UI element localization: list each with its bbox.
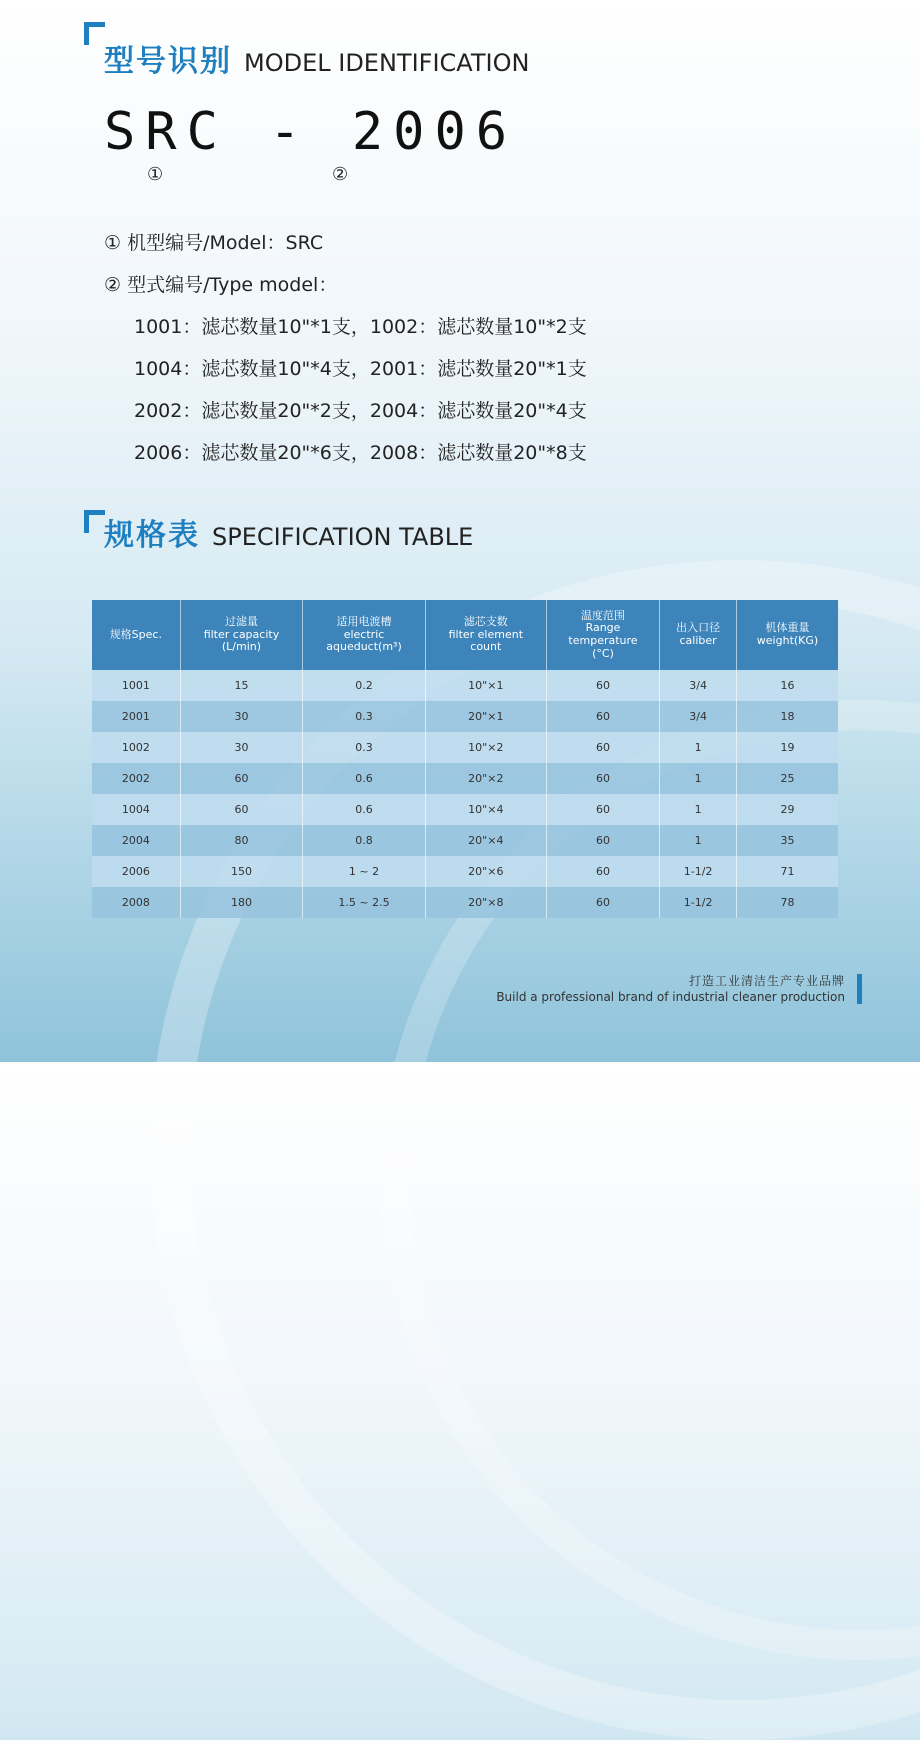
table-cell: 60	[180, 794, 303, 825]
table-cell: 180	[180, 887, 303, 918]
table-cell: 20"×2	[425, 763, 546, 794]
table-header-cell	[303, 600, 426, 670]
table-row	[92, 670, 838, 701]
table-cell: 0.8	[303, 825, 426, 856]
table-cell: 60	[546, 670, 659, 701]
table-cell: 1.5 ~ 2.5	[303, 887, 426, 918]
specification-table	[92, 600, 838, 918]
table-cell: 60	[180, 763, 303, 794]
spec-table-header	[84, 510, 473, 554]
table-cell: 1	[660, 794, 737, 825]
type-line: 1001：滤芯数量10"*1支，1002：滤芯数量10"*2支	[134, 316, 587, 338]
corner-bracket-icon	[84, 22, 105, 45]
table-header-cell	[425, 600, 546, 670]
section-title-en: SPECIFICATION TABLE	[212, 523, 474, 551]
header-line: temperature	[568, 634, 638, 647]
table-row	[92, 763, 838, 794]
table-cell: 60	[546, 856, 659, 887]
model-description: ① 机型编号/Model：SRC	[104, 232, 324, 254]
slogan-accent-bar	[857, 974, 862, 1004]
table-cell: 60	[546, 763, 659, 794]
table-cell: 10"×1	[425, 670, 546, 701]
marker-1: ①	[147, 164, 164, 185]
table-cell: 20"×8	[425, 887, 546, 918]
table-cell: 0.6	[303, 763, 426, 794]
table-cell: 78	[737, 887, 838, 918]
table-cell: 3/4	[660, 701, 737, 732]
table-header-row	[92, 600, 838, 670]
table-cell: 1-1/2	[660, 856, 737, 887]
table-cell: 60	[546, 825, 659, 856]
table-header-cell	[660, 600, 737, 670]
table-cell: 15	[180, 670, 303, 701]
type-description: ② 型式编号/Type model：	[104, 274, 338, 296]
header-line: 滤芯支数	[463, 615, 508, 629]
table-cell: 0.3	[303, 732, 426, 763]
table-cell: 1002	[92, 732, 180, 763]
type-line: 2006：滤芯数量20"*6支，2008：滤芯数量20"*8支	[134, 442, 587, 464]
header-line: filter capacity	[203, 627, 280, 641]
table-cell: 16	[737, 670, 838, 701]
table-row	[92, 825, 838, 856]
section-title-cn: 型号识别	[104, 44, 232, 79]
table-cell: 20"×4	[425, 825, 546, 856]
table-cell: 30	[180, 701, 303, 732]
table-cell: 60	[546, 701, 659, 732]
table-cell: 2006	[92, 856, 180, 887]
table-cell: 71	[737, 856, 838, 887]
section-title-cn: 规格表	[104, 518, 200, 553]
table-cell: 60	[546, 887, 659, 918]
table-cell: 1001	[92, 670, 180, 701]
table-cell: 2008	[92, 887, 180, 918]
table-row	[92, 887, 838, 918]
header-line: Range	[585, 621, 621, 635]
header-line: 温度范围	[581, 608, 625, 622]
header-line: 适用电渡槽	[336, 615, 392, 629]
table-cell: 20"×1	[425, 701, 546, 732]
table-cell: 1	[660, 825, 737, 856]
table-cell: 35	[737, 825, 838, 856]
slogan-en: Build a professional brand of industrial cleaner production	[496, 990, 845, 1004]
table-header-cell	[546, 600, 659, 670]
header-line: (°C)	[592, 646, 614, 660]
table-body	[92, 670, 838, 918]
table-row	[92, 794, 838, 825]
marker-2: ②	[332, 164, 349, 185]
header-line: 过滤量	[224, 615, 258, 629]
table-row	[92, 701, 838, 732]
table-cell: 18	[737, 701, 838, 732]
slogan-cn: 打造工业清洁生产专业品牌	[688, 974, 845, 988]
table-cell: 19	[737, 732, 838, 763]
table-cell: 29	[737, 794, 838, 825]
table-cell: 0.2	[303, 670, 426, 701]
table-cell: 60	[546, 794, 659, 825]
table-cell: 2002	[92, 763, 180, 794]
header-line: weight(KG)	[756, 634, 819, 647]
header-line: (L/min)	[221, 640, 262, 654]
header-line: 机体重量	[765, 621, 810, 635]
table-cell: 30	[180, 732, 303, 763]
table-cell: 20"×6	[425, 856, 546, 887]
table-row	[92, 856, 838, 887]
table-cell: 0.6	[303, 794, 426, 825]
header-line: caliber	[679, 634, 717, 647]
table-cell: 3/4	[660, 670, 737, 701]
table-cell: 25	[737, 763, 838, 794]
table-cell: 80	[180, 825, 303, 856]
model-code: SRC - 2006	[104, 102, 518, 162]
header-line: 出入口径	[676, 621, 721, 635]
table-cell: 60	[546, 732, 659, 763]
table-header-cell	[92, 600, 180, 670]
section-title-en: MODEL IDENTIFICATION	[244, 49, 530, 77]
table-cell: 10"×4	[425, 794, 546, 825]
table-cell: 2001	[92, 701, 180, 732]
type-line: 2002：滤芯数量20"*2支，2004：滤芯数量20"*4支	[134, 400, 587, 422]
table-cell: 2004	[92, 825, 180, 856]
model-identification-header	[84, 22, 529, 80]
corner-bracket-icon	[84, 510, 105, 533]
table-cell: 150	[180, 856, 303, 887]
header-line: aqueduct(m³)	[326, 640, 402, 654]
table-header-cell	[180, 600, 303, 670]
table-cell: 1004	[92, 794, 180, 825]
table-cell: 0.3	[303, 701, 426, 732]
header-line: count	[470, 640, 502, 654]
header-line: 规格Spec.	[109, 627, 162, 641]
table-cell: 1-1/2	[660, 887, 737, 918]
header-line: electric	[343, 627, 385, 641]
table-row	[92, 732, 838, 763]
type-line: 1004：滤芯数量10"*4支，2001：滤芯数量20"*1支	[134, 358, 587, 380]
table-cell: 1 ~ 2	[303, 856, 426, 887]
table-cell: 1	[660, 732, 737, 763]
table-cell: 1	[660, 763, 737, 794]
table-cell: 10"×2	[425, 732, 546, 763]
header-line: filter element	[448, 627, 524, 641]
table-header-cell	[737, 600, 838, 670]
